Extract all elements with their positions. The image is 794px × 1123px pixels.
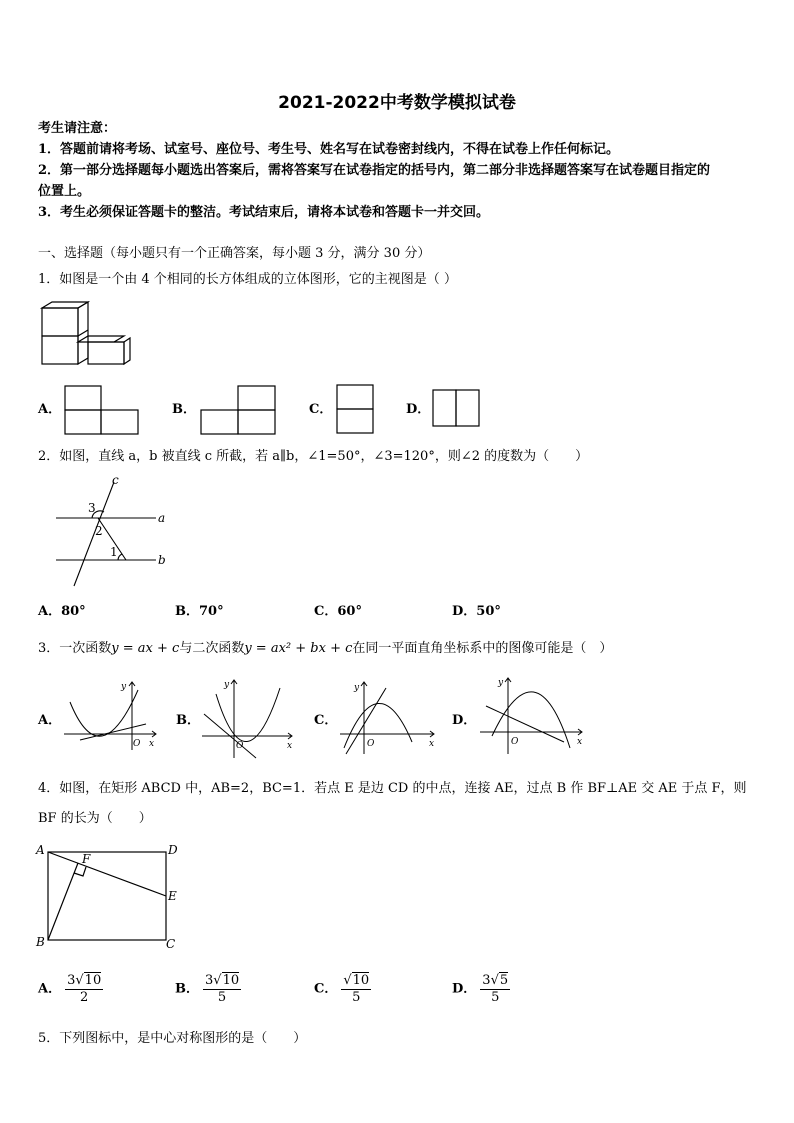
- q1-option-c[interactable]: C．: [309, 402, 333, 417]
- q4-option-c[interactable]: C． $\frac{√10}{5}$: [314, 973, 370, 1005]
- q2-label-c: c: [112, 473, 119, 487]
- svg-text:y: y: [121, 682, 127, 692]
- q4-option-a[interactable]: A． $\frac{3√10}{2}$: [38, 973, 102, 1005]
- svg-text:y: y: [498, 678, 504, 688]
- q3-stem-mid: 与二次函数: [179, 641, 245, 656]
- q1-stem: 1．如图是一个由 4 个相同的长方体组成的立体图形，它的主视图是（ ）: [38, 272, 457, 287]
- q4-option-c-fraction: $\frac{√10}{5}$: [343, 973, 370, 1005]
- q1-solid-figure: [40, 300, 132, 370]
- q4-label-e: E: [168, 889, 177, 903]
- q2-option-b[interactable]: B．70°: [175, 604, 224, 619]
- svg-text:O: O: [367, 739, 375, 749]
- q4-option-d-fraction: $\frac{3√5}{5}$: [482, 973, 509, 1005]
- notice-item: 1．答题前请将考场、试室号、座位号、考生号、姓名写在试卷密封线内，不得在试卷上作任何标记。: [38, 142, 620, 157]
- q4-label-c: C: [166, 937, 176, 951]
- q1-option-c-figure: [336, 384, 376, 436]
- q1-option-b[interactable]: B．: [172, 402, 196, 417]
- q3-formula-quadratic: y = ax² + bx + c: [244, 641, 353, 656]
- svg-text:x: x: [149, 739, 155, 749]
- svg-text:y: y: [224, 680, 230, 690]
- q3-graph-a: [62, 676, 162, 752]
- q2-label-3: 3: [88, 501, 96, 515]
- q2-stem: 2．如图，直线 a，b 被直线 c 所截，若 a∥b，∠1=50°，∠3=120°，则∠2 的度数为（ ）: [38, 449, 589, 464]
- q4-label-d: D: [168, 843, 178, 857]
- notice-heading: 考生请注意：: [38, 121, 117, 136]
- q4-option-d[interactable]: D． $\frac{3√5}{5}$: [452, 973, 509, 1005]
- q4-rectangle-figure: [34, 840, 184, 952]
- q3-option-b[interactable]: B．: [176, 713, 200, 728]
- q4-label-b: B: [36, 935, 45, 949]
- q2-label-1: 1: [110, 545, 118, 559]
- q1-option-a-figure: [64, 385, 140, 437]
- q4-label-a: A: [36, 843, 45, 857]
- q2-label-2: 2: [95, 524, 103, 538]
- q3-stem: [38, 640, 612, 657]
- q4-stem-line1: 4．如图，在矩形 ABCD 中，AB=2，BC=1．若点 E 是边 CD 的中点，连接 AE，过点 B 作 BF⊥AE 交 AE 于点 F，则: [38, 781, 747, 796]
- q3-graph-c: [338, 676, 438, 756]
- q5-stem: 5．下列图标中，是中心对称图形的是（ ）: [38, 1031, 307, 1046]
- q1-option-d-figure: [432, 389, 482, 429]
- q1-option-d[interactable]: D．: [406, 402, 431, 417]
- svg-text:O: O: [236, 741, 244, 751]
- q4-label-f: F: [82, 852, 91, 866]
- q2-label-b: b: [158, 553, 166, 567]
- q1-option-a[interactable]: A．: [38, 402, 62, 417]
- q3-stem-pre: 3．一次函数: [38, 641, 112, 656]
- q2-label-a: a: [158, 511, 166, 525]
- q3-option-a[interactable]: A．: [38, 713, 62, 728]
- page-title: 2021-2022中考数学模拟试卷: [278, 93, 516, 113]
- q2-figure: [52, 474, 172, 590]
- q4-option-b-fraction: $\frac{3√10}{5}$: [205, 973, 240, 1005]
- q3-stem-post: 在同一平面直角坐标系中的图像可能是（ ）: [352, 641, 613, 656]
- q3-formula-linear: y = ax + c: [111, 641, 180, 656]
- section-heading: 一、选择题（每小题只有一个正确答案，每小题 3 分，满分 30 分）: [38, 246, 431, 261]
- q2-option-a[interactable]: A．80°: [38, 604, 86, 619]
- notice-item: 位置上。: [38, 184, 91, 199]
- svg-text:O: O: [511, 737, 519, 747]
- svg-text:x: x: [577, 737, 583, 747]
- q3-graph-d: [478, 672, 588, 758]
- svg-text:x: x: [287, 741, 293, 751]
- q1-option-b-figure: [200, 385, 278, 437]
- q2-option-c[interactable]: C．60°: [314, 604, 362, 619]
- notice-item: 3．考生必须保证答题卡的整洁。考试结束后，请将本试卷和答题卡一并交回。: [38, 205, 490, 220]
- q3-option-c[interactable]: C．: [314, 713, 338, 728]
- q4-option-a-fraction: $\frac{3√10}{2}$: [67, 973, 102, 1005]
- notice-item: 2．第一部分选择题每小题选出答案后，需将答案写在试卷指定的括号内，第二部分非选择题答案写在试卷题目指定的: [38, 163, 711, 178]
- q2-option-d[interactable]: D．50°: [452, 604, 501, 619]
- svg-text:x: x: [429, 739, 435, 749]
- q4-option-b[interactable]: B． $\frac{3√10}{5}$: [175, 973, 240, 1005]
- q3-graph-b: [198, 674, 298, 760]
- q3-option-d[interactable]: D．: [452, 713, 477, 728]
- q4-stem-line2: BF 的长为（ ）: [38, 811, 152, 826]
- svg-text:O: O: [133, 739, 141, 749]
- svg-text:y: y: [354, 683, 360, 693]
